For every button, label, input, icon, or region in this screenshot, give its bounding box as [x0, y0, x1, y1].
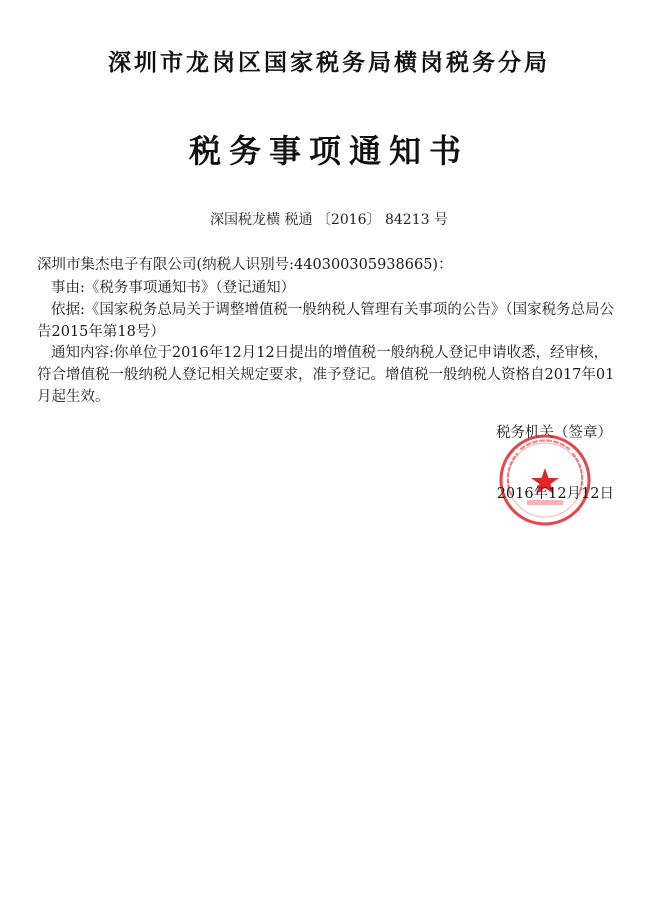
content-text: 通知内容:你单位于2016年12月12日提出的增值税一般纳税人登记申请收悉，经审核，符合增值税一般纳税人登记相关规定要求，准予登记。增值税一般纳税人资格自2017年01月起生效。	[37, 345, 615, 405]
content-paragraph	[37, 342, 617, 408]
document-title: 税务事项通知书	[188, 132, 469, 170]
authority-signature-label: 税务机关（签章）	[496, 425, 612, 441]
basis-paragraph	[37, 299, 617, 343]
recipient-line: 深圳市集杰电子有限公司(纳税人识别号:440300305938665)：	[37, 257, 453, 273]
document-number: 深国税龙横 税通 〔2016〕 84213 号	[210, 212, 448, 228]
issuing-bureau: 深圳市龙岗区国家税务局横岗税务分局	[108, 50, 550, 76]
subject-line: 事由:《税务事项通知书》（登记通知）	[51, 280, 296, 296]
basis-text: 依据:《国家税务总局关于调整增值税一般纳税人管理有关事项的公告》（国家税务总局公告2015年第18号）	[37, 302, 615, 340]
issue-date: 2016年12月12日	[496, 486, 614, 502]
official-seal	[497, 432, 593, 528]
